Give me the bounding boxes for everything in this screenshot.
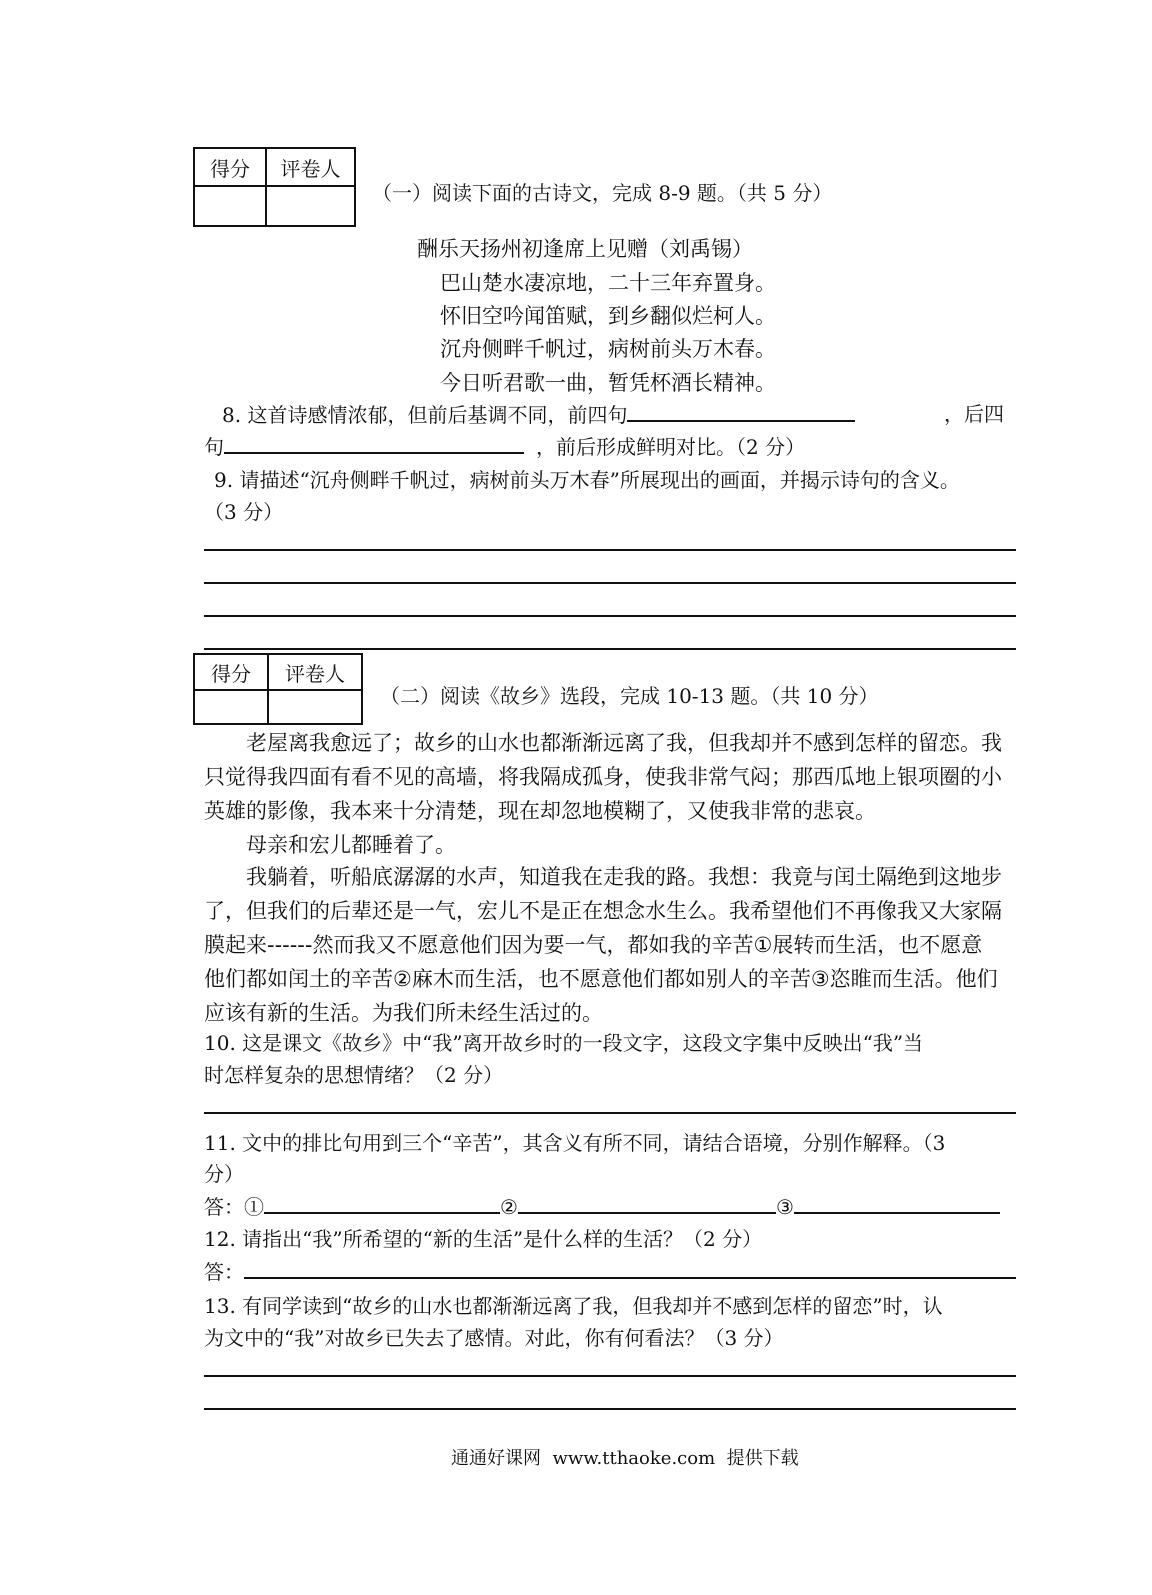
q8-blank-1[interactable] xyxy=(627,398,855,422)
passage-line: 老屋离我愈远了；故乡的山水也都渐渐远离了我，但我却并不感到怎样的留恋。我 xyxy=(204,731,1002,755)
grader-label: 评卷人 xyxy=(266,148,355,186)
section1-heading: （一）阅读下面的古诗文，完成 8-9 题。（共 5 分） xyxy=(372,181,833,205)
q11-mark-3: ③ xyxy=(775,1195,794,1219)
q8-text-4: ，前后形成鲜明对比。（2 分） xyxy=(536,435,806,459)
q12-answer-label: 答： xyxy=(204,1260,244,1284)
section2-heading: （二）阅读《故乡》选段，完成 10-13 题。（共 10 分） xyxy=(380,684,879,708)
q8-text-3: 句 xyxy=(204,435,224,459)
q9-answer-line-2[interactable] xyxy=(204,582,1016,584)
poem-line-4: 今日听君歌一曲，暂凭杯酒长精神。 xyxy=(440,371,776,395)
passage-line: 母亲和宏儿都睡着了。 xyxy=(204,833,456,857)
q9-answer-line-3[interactable] xyxy=(204,615,1016,617)
passage-line: 英雄的影像，我本来十分清楚，现在却忽地模糊了，又使我非常的悲哀。 xyxy=(204,799,876,823)
passage-line: 我躺着，听船底潺潺的水声，知道我在走我的路。我想：我竟与闰土隔绝到这地步 xyxy=(204,865,1002,889)
question-11-line-1: 11. 文中的排比句用到三个“辛苦”，其含义有所不同，请结合语境，分别作解释。（3 xyxy=(204,1131,946,1155)
passage-line: 只觉得我四面有看不见的高墙，将我隔成孤身，使我非常气闷；那西瓜地上银项圈的小 xyxy=(204,765,1002,789)
score-box-2 xyxy=(193,653,363,725)
question-10-line-2: 时怎样复杂的思想情绪？（2 分） xyxy=(204,1063,504,1087)
q11-blank-3[interactable] xyxy=(794,1190,1000,1214)
q8-blank-2[interactable] xyxy=(224,430,524,454)
q8-text-1: 8. 这首诗感情浓郁，但前后基调不同，前四句 xyxy=(222,403,628,427)
question-10-line-1: 10. 这是课文《故乡》中“我”离开故乡时的一段文字，这段文字集中反映出“我”当 xyxy=(204,1031,924,1055)
question-8-line-1 xyxy=(222,398,855,428)
page-footer: 通通好课网 www.tthaoke.com 提供下载 xyxy=(451,1448,799,1469)
passage-line: 他们都如闰土的辛苦②麻木而生活，也不愿意他们都如别人的辛苦③恣睢而生活。他们 xyxy=(204,967,998,991)
passage-line: 应该有新的生活。为我们所未经生活过的。 xyxy=(204,1001,603,1025)
q11-answer-label: 答：① xyxy=(204,1195,264,1219)
poem-line-2: 怀旧空吟闻笛赋，到乡翻似烂柯人。 xyxy=(440,304,776,328)
grader-field[interactable] xyxy=(266,186,355,226)
score-label: 得分 xyxy=(194,654,268,690)
score-field[interactable] xyxy=(194,186,266,226)
q8-text-2: ，后四 xyxy=(944,402,1004,426)
passage-line: 了，但我们的后辈还是一气，宏儿不是正在想念水生么。我希望他们不再像我又大家隔 xyxy=(204,899,1002,923)
question-13-line-2: 为文中的“我”对故乡已失去了感情。对此，你有何看法？（3 分） xyxy=(204,1326,784,1350)
q12-answer-row xyxy=(204,1255,1016,1285)
question-12-line-1: 12. 请指出“我”所希望的“新的生活”是什么样的生活？（2 分） xyxy=(204,1227,763,1251)
q11-mark-2: ② xyxy=(500,1195,518,1219)
passage-paragraph-3 xyxy=(204,860,1002,1030)
score-field[interactable] xyxy=(194,690,268,724)
passage-paragraph-1 xyxy=(204,726,1002,828)
score-label: 得分 xyxy=(194,148,266,186)
q9-answer-line-1[interactable] xyxy=(204,549,1016,551)
poem-line-3: 沉舟侧畔千帆过，病树前头万木春。 xyxy=(440,337,776,361)
poem-line-1: 巴山楚水凄凉地，二十三年弃置身。 xyxy=(440,271,776,295)
passage-line: 膜起来------然而我又不愿意他们因为要一气，都如我的辛苦①展转而生活，也不愿意 xyxy=(204,933,983,957)
question-9-line-2: （3 分） xyxy=(204,500,284,524)
q10-answer-line[interactable] xyxy=(204,1112,1016,1114)
q11-blank-2[interactable] xyxy=(518,1190,776,1214)
q13-answer-line-2[interactable] xyxy=(204,1408,1016,1410)
question-8-line-2 xyxy=(204,430,805,460)
q11-answer-row xyxy=(204,1190,1000,1220)
question-13-line-1: 13. 有同学读到“故乡的山水也都渐渐远离了我，但我却并不感到怎样的留恋”时，认 xyxy=(204,1294,943,1318)
question-11-line-2: 分） xyxy=(204,1162,244,1186)
grader-label: 评卷人 xyxy=(268,654,362,690)
poem-title: 酬乐天扬州初逢席上见赠（刘禹锡） xyxy=(417,237,753,261)
q12-blank[interactable] xyxy=(244,1255,1016,1279)
score-box-1 xyxy=(193,147,356,227)
passage-paragraph-2 xyxy=(204,828,456,862)
question-9-line-1: 9. 请描述“沉舟侧畔千帆过，病树前头万木春”所展现出的画面，并揭示诗句的含义。 xyxy=(214,468,960,492)
q13-answer-line-1[interactable] xyxy=(204,1375,1016,1377)
grader-field[interactable] xyxy=(268,690,362,724)
q9-answer-line-4[interactable] xyxy=(204,648,1016,650)
q11-blank-1[interactable] xyxy=(264,1190,500,1214)
